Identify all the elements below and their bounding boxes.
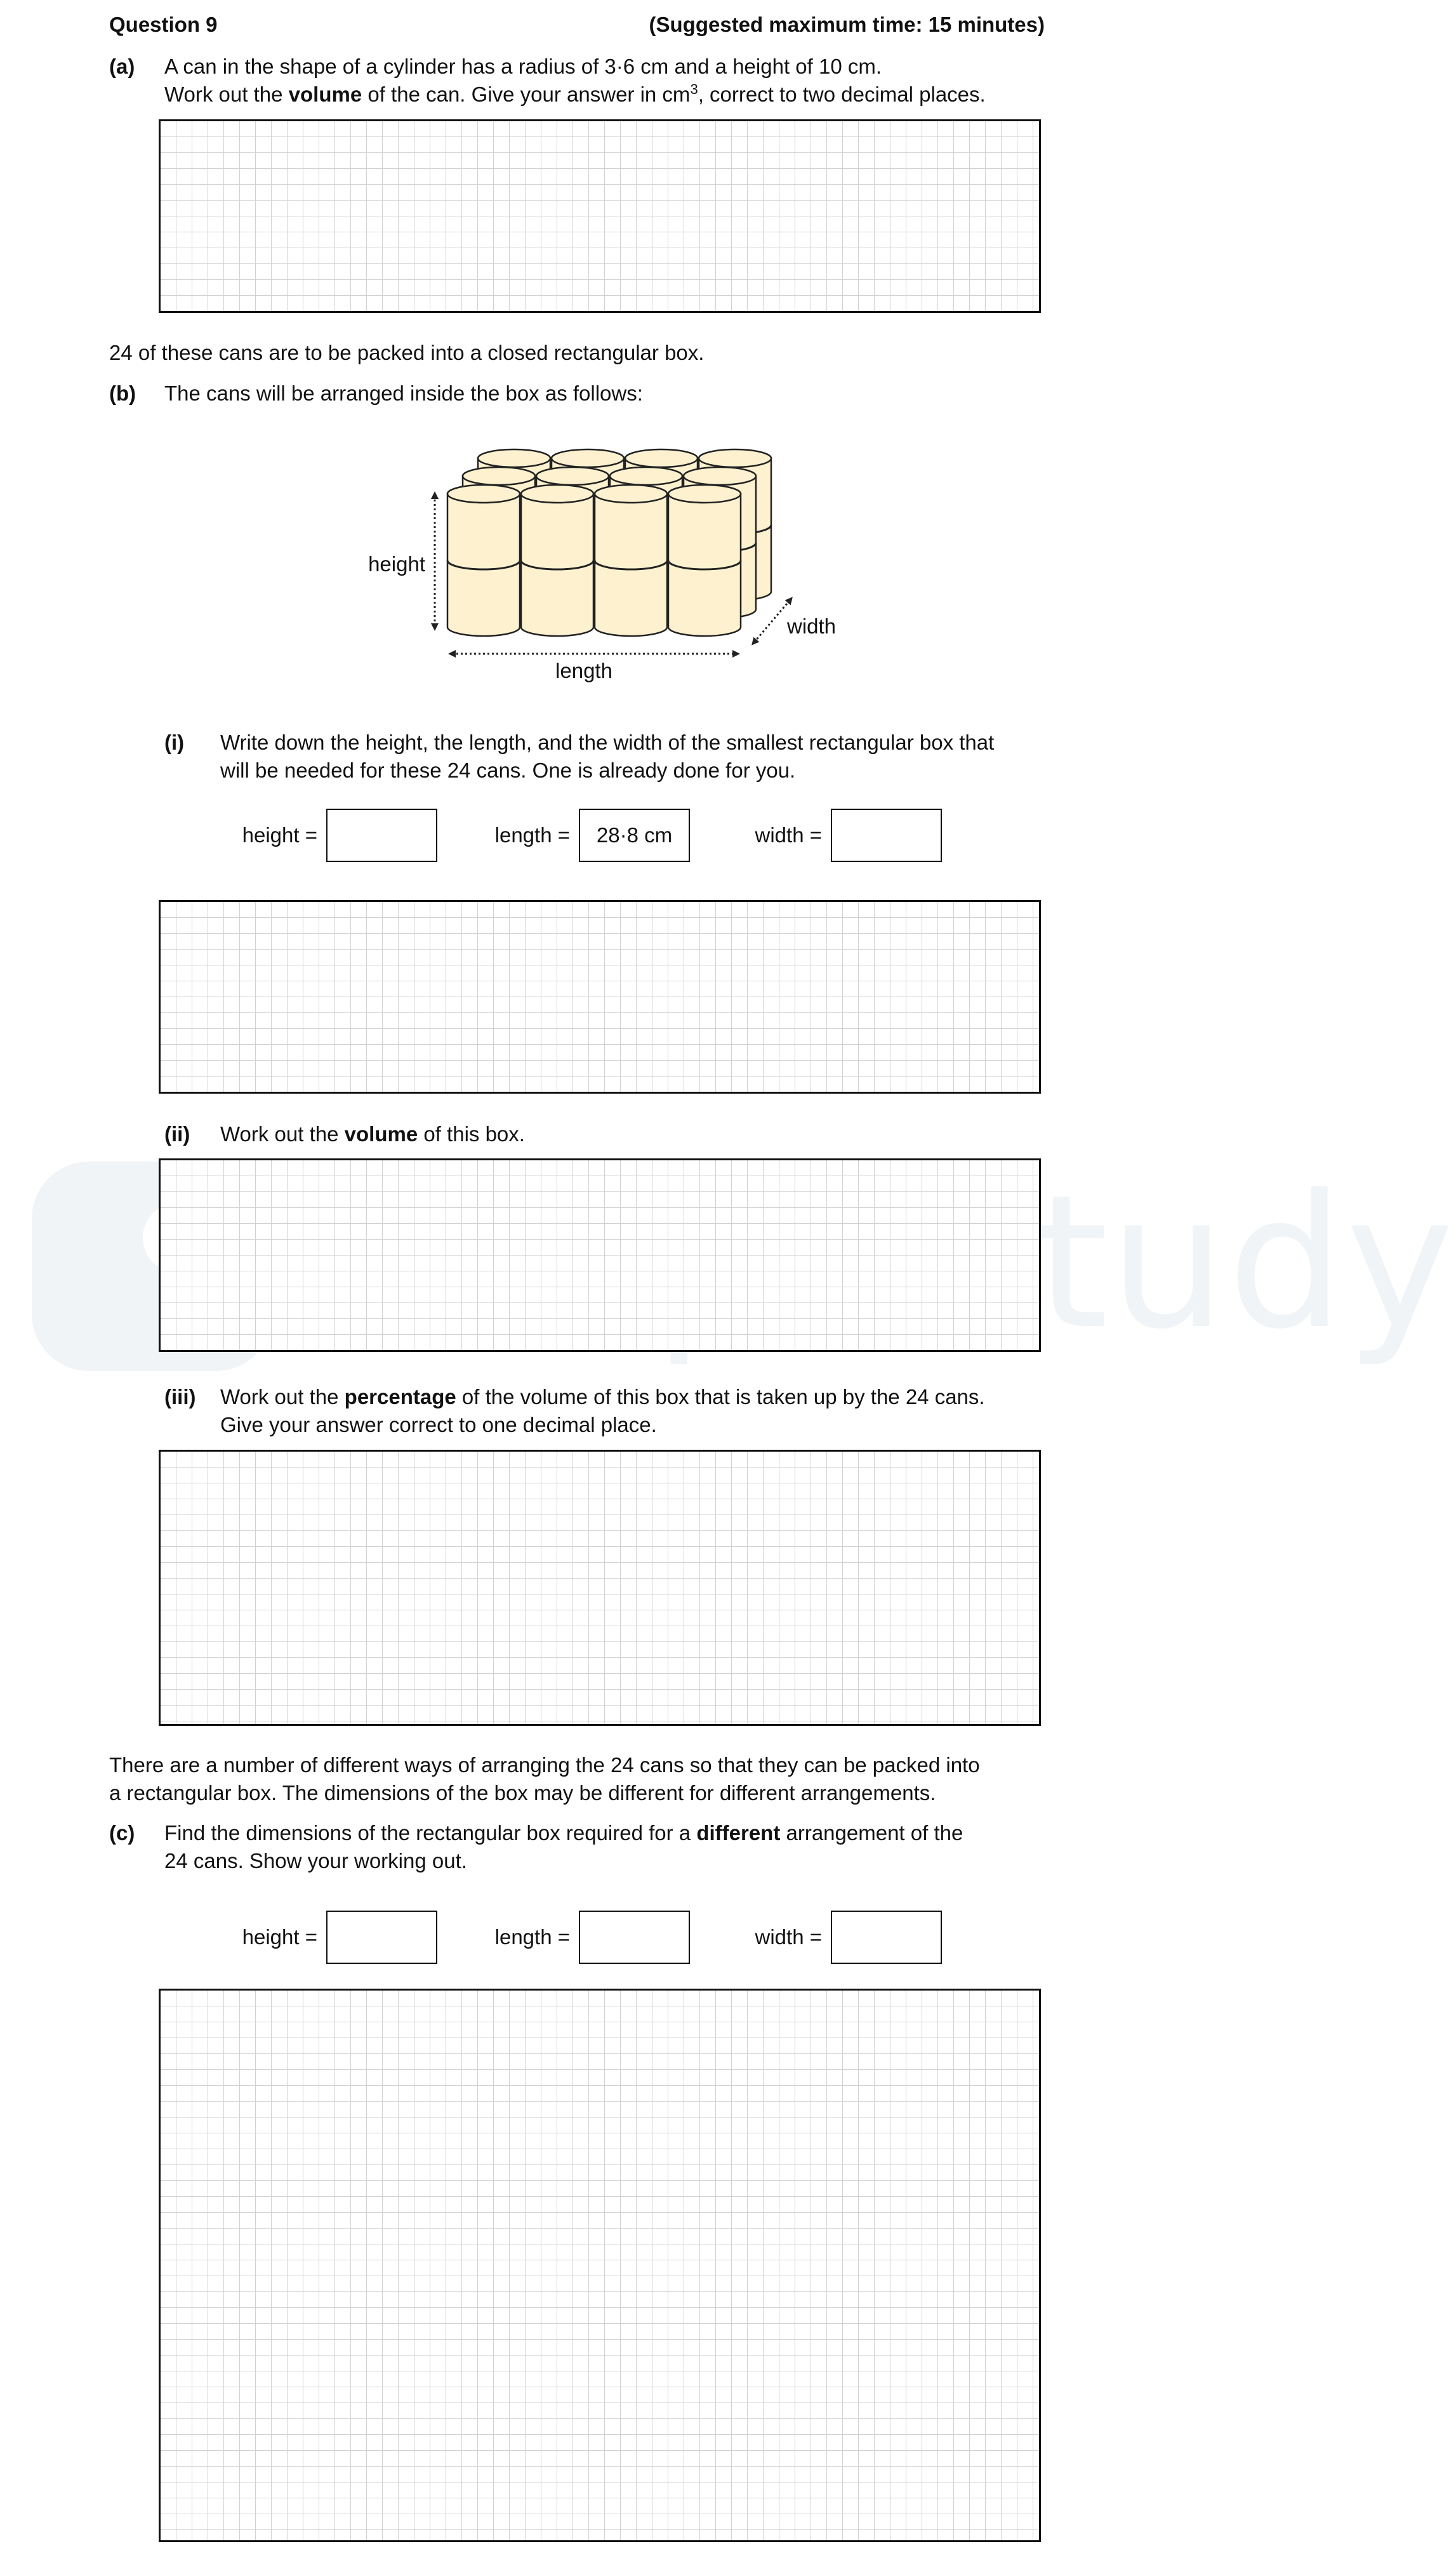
part-a-line1: A can in the shape of a cylinder has a radius of 3·6 cm and a height of 10 cm. (164, 55, 882, 78)
width-arrow (754, 600, 790, 642)
b-i-width-label: width = (755, 823, 822, 847)
part-c-intro-line1: There are a number of different ways of arranging the 24 cans so that they can be packed into (109, 1753, 980, 1777)
part-a-working-grid[interactable] (159, 119, 1041, 313)
part-b-iii-label: (iii) (164, 1385, 196, 1408)
part-b-iii-post: of the volume of this box that is taken up by the 24 cans. (456, 1385, 985, 1408)
suggested-time: (Suggested maximum time: 15 minutes) (649, 13, 1045, 36)
part-c-pre: Find the dimensions of the rectangular box required for a (164, 1821, 697, 1845)
part-b-ii-volume-keyword: volume (344, 1122, 418, 1146)
part-b-ii-post: of this box. (418, 1122, 525, 1146)
part-b-label: (b) (109, 381, 136, 405)
c-height-label: height = (242, 1925, 317, 1949)
length-label: length (555, 659, 612, 682)
c-width-box[interactable] (831, 1911, 942, 1964)
part-a-volume-keyword: volume (288, 83, 362, 106)
part-b-iii-line1 (220, 1382, 985, 1412)
part-c-label: (c) (109, 1821, 135, 1845)
part-b-iii-percentage-keyword: percentage (344, 1385, 456, 1408)
part-c-line1 (164, 1819, 963, 1848)
part-c-intro-line2: a rectangular box. The dimensions of the box may be different for different arrangements. (109, 1781, 936, 1805)
can-9 (447, 485, 520, 636)
can-12 (668, 485, 741, 636)
part-c-post: arrangement of the (780, 1821, 963, 1845)
b-i-length-label: length = (494, 823, 570, 847)
c-width-label: width = (755, 1925, 822, 1949)
part-b-i-line2: will be needed for these 24 cans. One is already done for you. (220, 759, 796, 782)
can-11 (595, 485, 667, 636)
part-b-i-working-grid[interactable] (159, 900, 1041, 1094)
part-b-iii-working-grid[interactable] (159, 1450, 1041, 1726)
part-b-ii-pre: Work out the (220, 1122, 345, 1146)
b-i-height-box[interactable] (326, 809, 437, 862)
question-number: Question 9 (109, 13, 218, 36)
c-length-box[interactable] (579, 1911, 690, 1964)
part-b-intro: 24 of these cans are to be packed into a closed rectangular box. (109, 341, 705, 364)
part-a-line2 (164, 80, 986, 109)
b-i-height-label: height = (242, 823, 317, 847)
width-label: width (787, 614, 837, 638)
b-i-width-box[interactable] (831, 809, 942, 862)
cans-group (447, 449, 771, 636)
part-b-iii-pre: Work out the (220, 1385, 345, 1408)
c-length-label: length = (494, 1925, 570, 1949)
part-a-label: (a) (109, 55, 135, 78)
part-c-line2: 24 cans. Show your working out. (164, 1849, 467, 1872)
cans-diagram (355, 438, 863, 698)
part-a-cubed: 3 (690, 81, 698, 97)
part-a-line2-post: , correct to two decimal places. (698, 83, 986, 106)
part-c-working-grid[interactable] (159, 1989, 1041, 2542)
part-b-ii-working-grid[interactable] (159, 1158, 1041, 1352)
part-a-line2-pre: Work out the (164, 83, 289, 106)
part-b-ii-text (220, 1120, 525, 1149)
part-b-i-line1: Write down the height, the length, and the width of the smallest rectangular box that (220, 731, 995, 754)
part-b-ii-label: (ii) (164, 1122, 190, 1146)
height-label: height (368, 552, 425, 576)
part-c-different-keyword: different (696, 1821, 781, 1845)
part-b-i-label: (i) (164, 731, 185, 754)
b-i-length-box[interactable]: 28·8 cm (579, 809, 690, 862)
part-b-text: The cans will be arranged inside the box as follows: (164, 381, 643, 405)
can-10 (521, 485, 593, 636)
part-a-line2-mid: of the can. Give your answer in cm (362, 83, 691, 106)
part-b-iii-line2: Give your answer correct to one decimal place. (220, 1413, 657, 1436)
c-height-box[interactable] (326, 1911, 437, 1964)
